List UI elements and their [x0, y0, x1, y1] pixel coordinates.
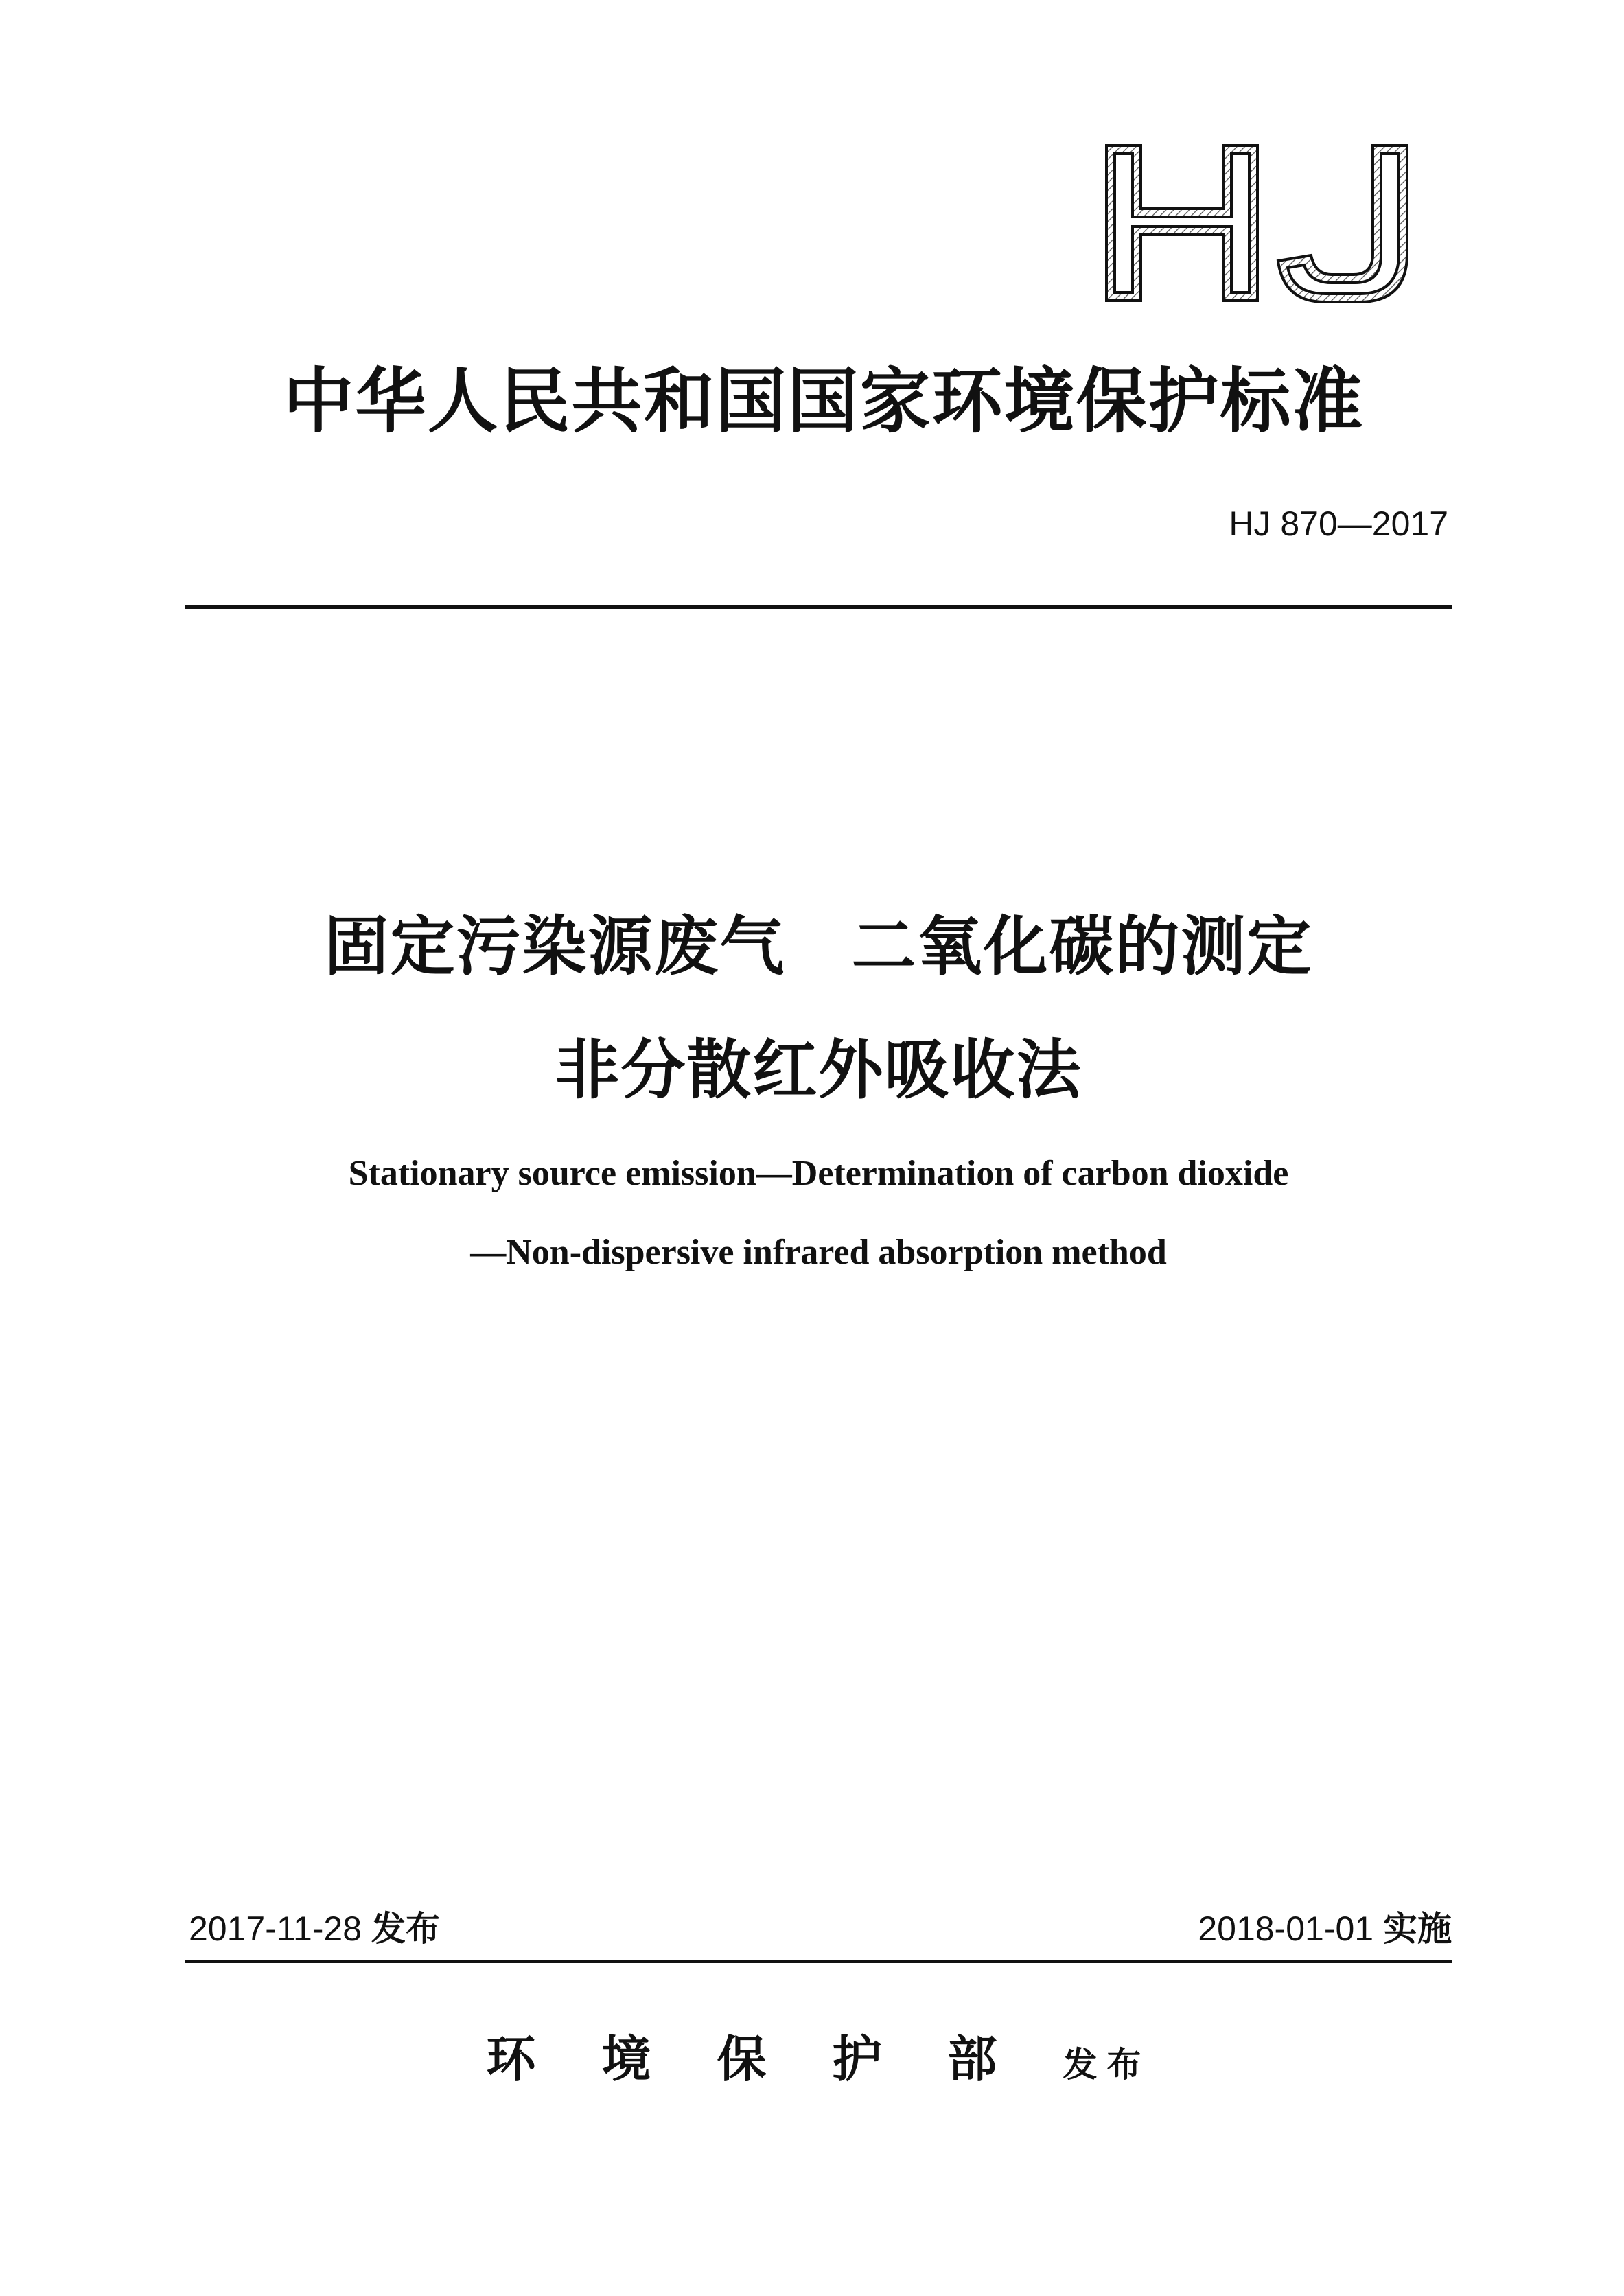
publisher-name: 环境保护部	[486, 2030, 1063, 2088]
issue-date-label: 发布	[371, 1909, 440, 1949]
implementation-date-label: 实施	[1383, 1909, 1452, 1949]
standard-number: HJ 870—2017	[1229, 505, 1448, 543]
implementation-date-value: 2018-01-01	[1198, 1910, 1374, 1948]
bottom-divider	[185, 1960, 1452, 1963]
en-title-line-2: —Non-dispersive infrared absorption method	[470, 1233, 1167, 1272]
publisher	[185, 2021, 1452, 2097]
standard-category-title: 中华人民共和国国家环境保护标准	[283, 360, 1365, 443]
implementation-date	[903, 1905, 1452, 1953]
issue-date-value: 2017-11-28	[189, 1910, 362, 1948]
issue-date	[189, 1905, 738, 1953]
publisher-suffix: 发布	[1063, 2045, 1151, 2085]
en-title-line-1: Stationary source emission—Determination of carbon dioxide	[348, 1154, 1289, 1193]
hj-logo-icon	[1098, 137, 1414, 309]
cn-title-line-1: 固定污染源废气 二氧化碳的测定	[324, 909, 1313, 984]
cn-title-line-2: 非分散红外吸收法	[555, 1033, 1082, 1108]
top-divider	[185, 605, 1452, 609]
